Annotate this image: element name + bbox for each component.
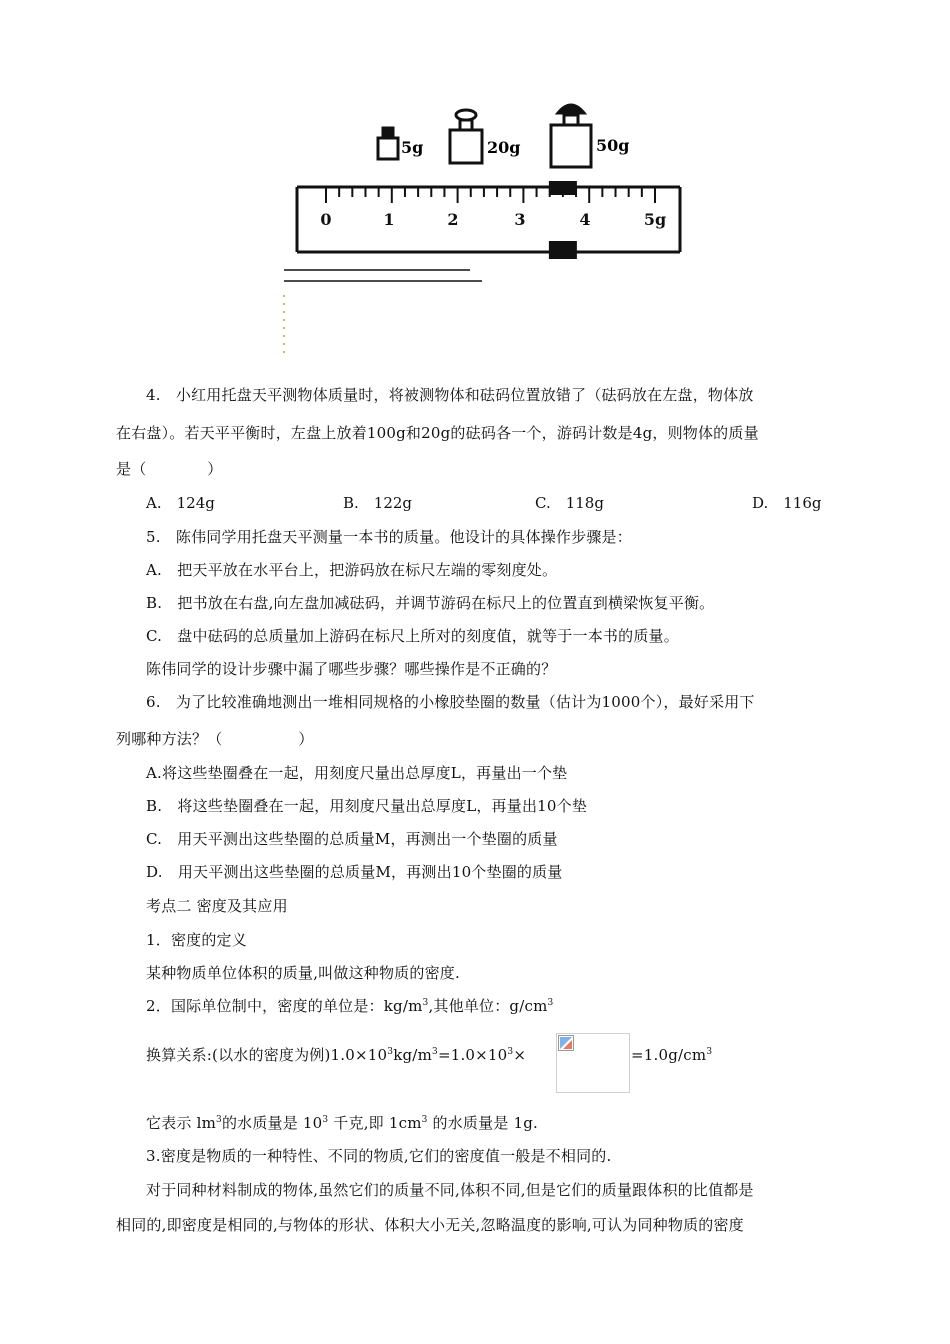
sup-3: 3 [547,998,554,1008]
sup-3: 3 [387,1047,394,1057]
ruler-labels [320,210,666,229]
q5-step-b: B. 把书放在右盘,向左盘加减砝码，并调节游码在标尺上的位置直到横梁恢复平衡。 [146,594,715,612]
ruler-label-1: 1 [383,210,395,229]
q4-option-c: C. 118g [535,494,604,512]
conversion-text-5: =1.0g/cm [631,1046,707,1064]
q5-step-c: C. 盘中砝码的总质量加上游码在标尺上所对的刻度值，就等于一本书的质量。 [146,627,679,645]
sup-3: 3 [322,1115,329,1125]
conversion-text-3: =1.0×10 [437,1046,508,1064]
q4-option-a: A. 124g [146,494,215,512]
weight-20g [450,110,482,163]
weight-50g-label: 50g [596,136,630,155]
meaning-line [146,1113,538,1133]
q5-step-a: A. 把天平放在水平台上，把游码放在标尺左端的零刻度处。 [146,561,558,579]
density-unit-line [146,996,553,1016]
ruler-label-3: 3 [514,210,526,229]
broken-image-icon [558,1035,574,1051]
meaning-text-3: 千克,即 1cm [328,1114,422,1132]
q5-intro: 5. 陈伟同学用托盘天平测量一本书的质量。他设计的具体操作步骤是： [146,528,632,546]
q6-option-b: B. 将这些垫圈叠在一起，用刻度尺量出总厚度L，再量出10个垫 [146,797,588,815]
q5-question: 陈伟同学的设计步骤中漏了哪些步骤？哪些操作是不正确的？ [146,660,557,678]
same-material-line-1: 对于同种材料制成的物体,虽然它们的质量不同,体积不同,但是它们的质量跟体积的比值都是 [146,1181,754,1199]
ruler-label-2: 2 [447,210,459,229]
unit-text-2: ,其他单位：g/cm [428,997,548,1015]
section-heading: 考点二 密度及其应用 [146,897,288,915]
rider-top [549,181,577,195]
q6-option-a: A.将这些垫圈叠在一起，用刻度尺量出总厚度L，再量出一个垫 [146,764,568,782]
density-property: 3.密度是物质的一种特性、不同的物质,它们的密度值一般是不相同的. [146,1147,612,1165]
balance-figure [270,95,690,360]
density-def-text: 某种物质单位体积的质量,叫做这种物质的密度. [146,964,460,982]
weight-20g-label: 20g [487,138,521,157]
weight-50g [551,105,591,167]
missing-formula-image [556,1033,630,1093]
q6-line-2: 列哪种方法？（ ） [116,730,314,748]
sup-3: 3 [432,1047,438,1057]
meaning-text-4: 的水质量是 1g. [427,1114,539,1132]
sup-3: 3 [706,1047,713,1057]
unit-text-1: 2．国际单位制中，密度的单位是：kg/m [146,997,423,1015]
sup-3: 3 [422,998,429,1008]
q6-option-c: C. 用天平测出这些垫圈的总质量M，再测出一个垫圈的质量 [146,830,558,848]
ruler-label-5g: 5g [643,210,667,229]
sup-3: 3 [421,1115,428,1125]
q4-line-3: 是（ ） [116,460,223,478]
ruler [297,187,680,252]
conversion-text-4: × [513,1046,527,1064]
conversion-text-2: kg/m [393,1046,432,1064]
ruler-ticks [326,188,655,203]
q4-line-2: 在右盘）。若天平平衡时，左盘上放着100g和20g的砝码各一个，游码计数是4g，则物体的质量 [116,424,759,442]
ruler-label-4: 4 [579,210,591,229]
q4-option-d: D. 116g [752,494,822,512]
conversion-result [631,1045,712,1065]
q6-option-d: D. 用天平测出这些垫圈的总质量M，再测出10个垫圈的质量 [146,863,563,881]
meaning-text-1: 它表示 lm [146,1114,216,1132]
sup-3: 3 [507,1047,514,1057]
rider-bottom [549,241,577,259]
weight-5g [378,128,398,159]
conversion-text-1: 换算关系:(以水的密度为例)1.0×10 [146,1046,388,1064]
q6-line-1: 6. 为了比较准确地测出一堆相同规格的小橡胶垫圈的数量（估计为1000个），最好采用下 [146,693,755,711]
q4-line-1: 4. 小红用托盘天平测物体质量时，将被测物体和砝码位置放错了（砝码放在左盘，物体放 [146,386,754,404]
ruler-label-0: 0 [320,210,332,229]
sup-3: 3 [216,1115,222,1125]
density-def-title: 1．密度的定义 [146,931,247,949]
weights-and-ruler-diagram [270,95,690,360]
conversion-line [146,1045,526,1065]
q4-option-b: B. 122g [343,494,413,512]
same-material-line-2: 相同的,即密度是相同的,与物体的形状、体积大小无关,忽略温度的影响,可认为同种物质的密度 [116,1216,744,1234]
weight-5g-label: 5g [401,138,424,157]
meaning-text-2: 的水质量是 10 [221,1114,323,1132]
